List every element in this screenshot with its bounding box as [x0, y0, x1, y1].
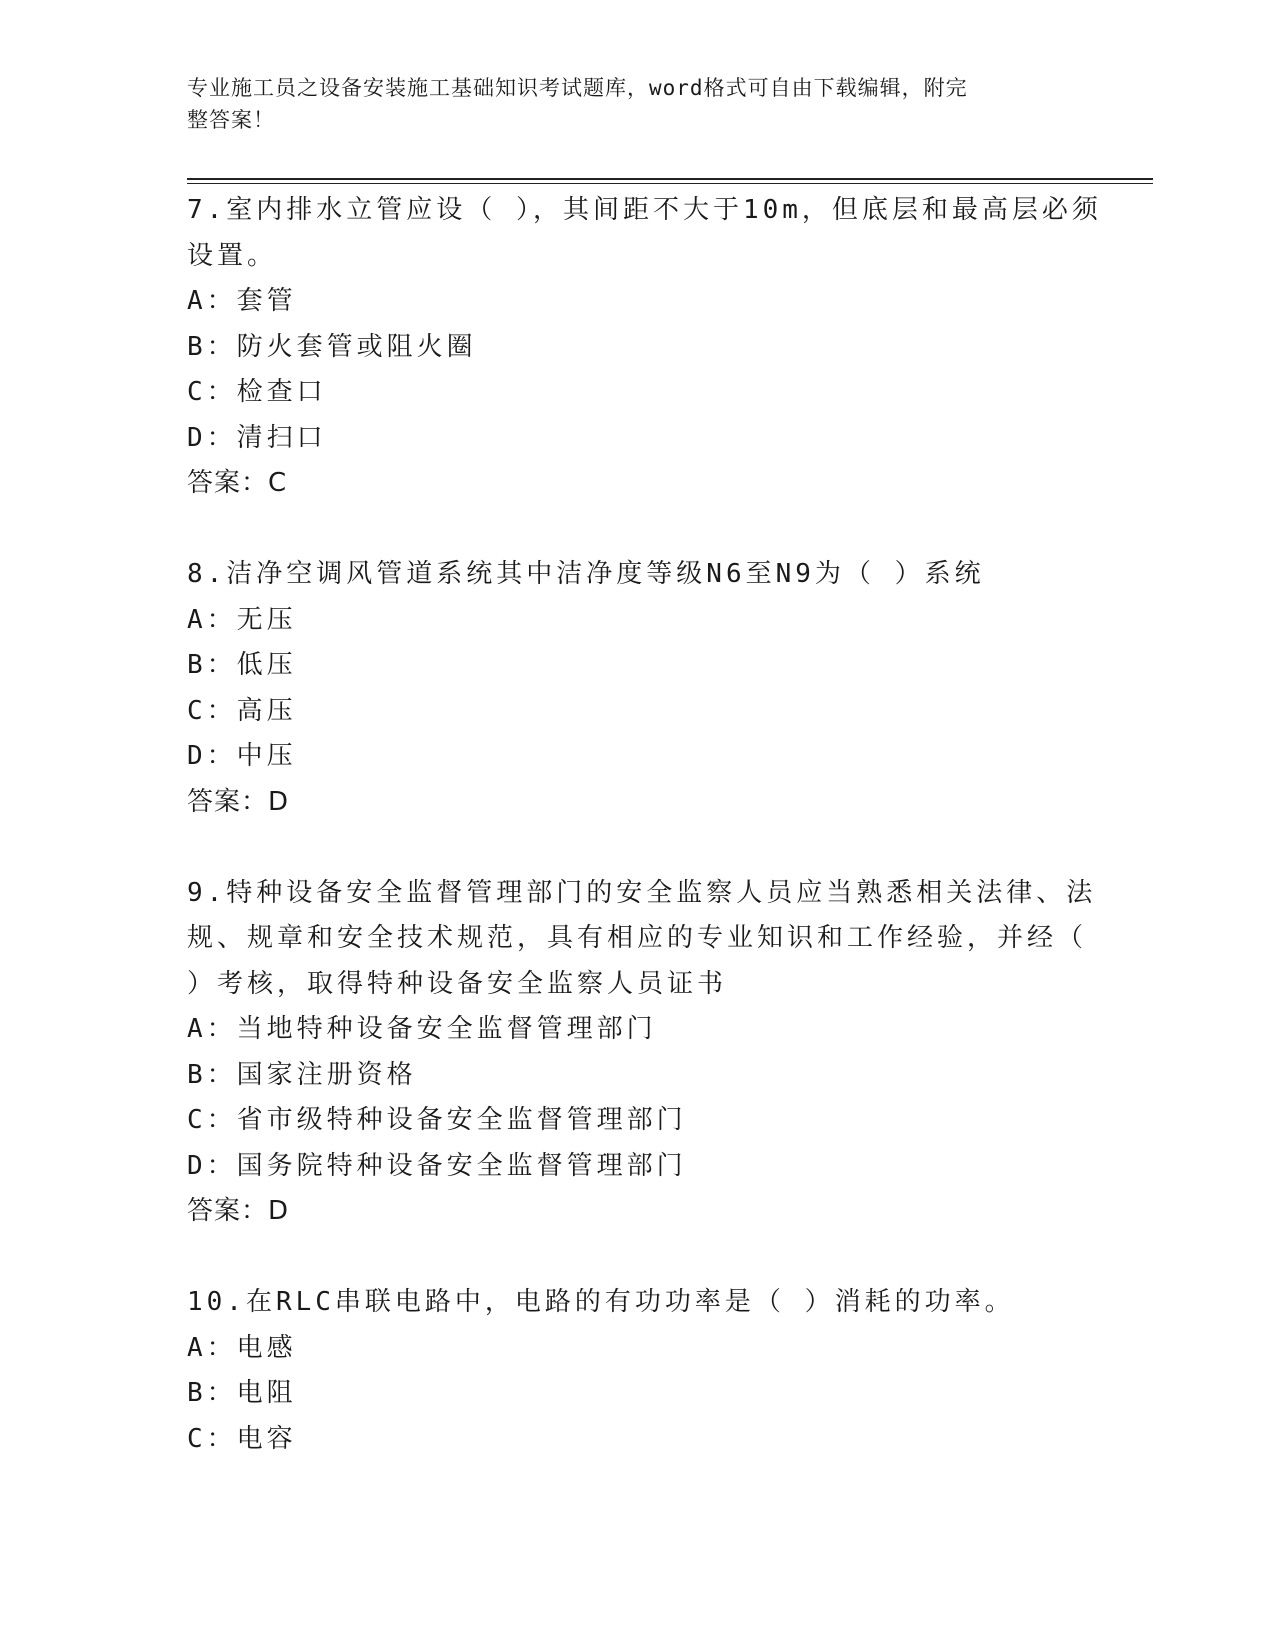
question-8-option-c: C：高压 — [187, 695, 297, 726]
question-8-text-line-1: 8.洁净空调风管道系统其中洁净度等级N6至N9为（ ）系统 — [187, 559, 985, 589]
header-rule-thick — [187, 178, 1153, 180]
question-9-text-line-2: 规、规章和安全技术规范，具有相应的专业知识和工作经验，并经（ — [187, 923, 1088, 953]
question-7 — [187, 188, 1102, 507]
question-9 — [187, 871, 1097, 1235]
document-header — [187, 72, 1067, 136]
header-rule-thin — [187, 183, 1153, 184]
spacer — [187, 507, 1067, 553]
question-7-option-d: D：清扫口 — [187, 422, 327, 453]
spacer — [187, 1235, 1067, 1281]
question-10 — [187, 1280, 1067, 1462]
question-8-option-d: D：中压 — [187, 741, 297, 771]
spacer — [187, 825, 1067, 871]
header-line-2: 整答案！ — [187, 108, 275, 132]
question-list — [187, 188, 1102, 1462]
question-9-text-line-3: ）考核，取得特种设备安全监察人员证书 — [187, 968, 728, 999]
question-9-answer: 答案：D — [187, 1196, 290, 1226]
question-7-option-a: A：套管 — [187, 286, 297, 316]
question-9-option-d: D：国务院特种设备安全监督管理部门 — [187, 1150, 687, 1181]
question-10-option-a: A：电感 — [187, 1332, 297, 1363]
question-7-text-line-2: 设置。 — [187, 240, 278, 271]
question-9-option-a: A：当地特种设备安全监督管理部门 — [187, 1014, 657, 1044]
question-8 — [187, 552, 1067, 825]
question-8-option-a: A：无压 — [187, 604, 297, 635]
question-9-text-line-1: 9.特种设备安全监督管理部门的安全监察人员应当熟悉相关法律、法 — [187, 877, 1097, 908]
question-7-text-line-1: 7.室内排水立管应设（ ），其间距不大于10m，但底层和最高层必须 — [187, 195, 1102, 225]
question-10-text-line-1: 10.在RLC串联电路中，电路的有功功率是（ ）消耗的功率。 — [187, 1287, 1015, 1317]
question-8-answer: 答案：D — [187, 786, 290, 817]
question-9-option-b: B：国家注册资格 — [187, 1059, 417, 1090]
header-line-1: 专业施工员之设备安装施工基础知识考试题库，word格式可自由下载编辑，附完 — [187, 76, 968, 100]
question-7-option-b: B：防火套管或阻火圈 — [187, 331, 477, 362]
question-7-option-c: C：检查口 — [187, 377, 327, 407]
question-10-option-c: C：电容 — [187, 1423, 297, 1454]
question-8-option-b: B：低压 — [187, 650, 297, 680]
question-7-answer: 答案：C — [187, 468, 288, 498]
question-9-option-c: C：省市级特种设备安全监督管理部门 — [187, 1105, 687, 1135]
question-10-option-b: B：电阻 — [187, 1378, 297, 1408]
